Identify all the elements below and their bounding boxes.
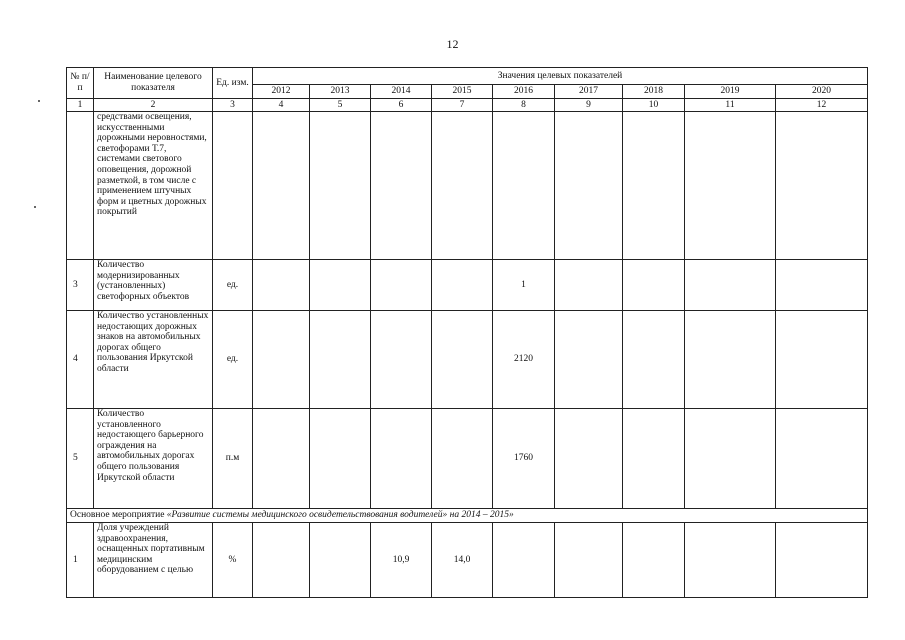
value-cell: 14,0 xyxy=(432,523,493,598)
value-cell xyxy=(776,523,868,598)
indicator-name: Доля учреждений здравоохранения, оснащенных портативным медицинским оборудованием с целью xyxy=(94,523,213,598)
header-name: Наименование целевого показателя xyxy=(94,68,213,99)
col-number: 9 xyxy=(555,99,623,112)
header-year: 2018 xyxy=(623,85,685,99)
value-cell xyxy=(310,409,371,509)
indicator-unit: % xyxy=(213,523,253,598)
value-cell xyxy=(555,409,623,509)
section-heading xyxy=(67,509,868,523)
value-cell xyxy=(253,112,310,260)
indicator-name: Количество установленного недостающего барьерного ограждения на автомобильных дорогах общего пользования Иркутской области xyxy=(94,409,213,509)
target-indicators-table xyxy=(66,67,868,598)
col-number: 2 xyxy=(94,99,213,112)
table-row xyxy=(67,311,868,409)
header-year: 2019 xyxy=(685,85,776,99)
table-row xyxy=(67,112,868,260)
col-number: 6 xyxy=(371,99,432,112)
col-number: 5 xyxy=(310,99,371,112)
indicator-name: Количество модернизированных (установленных) светофорных объектов xyxy=(94,260,213,311)
header-row xyxy=(67,68,868,85)
indicator-unit xyxy=(213,112,253,260)
row-number xyxy=(67,112,94,260)
value-cell xyxy=(253,409,310,509)
header-values-group: Значения целевых показателей xyxy=(253,68,868,85)
header-year: 2017 xyxy=(555,85,623,99)
value-cell xyxy=(776,260,868,311)
value-cell xyxy=(685,260,776,311)
column-numbers-row xyxy=(67,99,868,112)
section-row xyxy=(67,509,868,523)
row-number: 5 xyxy=(67,409,94,509)
value-cell xyxy=(432,311,493,409)
table-row xyxy=(67,523,868,598)
scan-speck xyxy=(34,206,36,208)
indicator-unit: ед. xyxy=(213,311,253,409)
row-number: 4 xyxy=(67,311,94,409)
value-cell xyxy=(685,112,776,260)
value-cell: 1760 xyxy=(493,409,555,509)
col-number: 7 xyxy=(432,99,493,112)
indicator-name: средствами освещения, искусственными дорожными неровностями, светофорами Т.7, системами светового оповещения, дорожной разметкой, в том числе с применением штучных форм и цветных дорожных покрытий xyxy=(94,112,213,260)
col-number: 12 xyxy=(776,99,868,112)
scan-speck xyxy=(38,100,40,102)
table-row xyxy=(67,260,868,311)
section-prefix: Основное мероприятие xyxy=(70,510,167,521)
page-number: 12 xyxy=(446,37,459,51)
value-cell xyxy=(623,112,685,260)
value-cell xyxy=(555,311,623,409)
indicator-name: Количество установленных недостающих дорожных знаков на автомобильных дорогах общего пользования Иркутской области xyxy=(94,311,213,409)
value-cell: 1 xyxy=(493,260,555,311)
col-number: 1 xyxy=(67,99,94,112)
value-cell xyxy=(776,409,868,509)
value-cell xyxy=(432,260,493,311)
value-cell xyxy=(253,523,310,598)
header-year: 2016 xyxy=(493,85,555,99)
col-number: 4 xyxy=(253,99,310,112)
value-cell xyxy=(623,260,685,311)
indicator-unit: ед. xyxy=(213,260,253,311)
value-cell xyxy=(623,523,685,598)
indicator-unit: п.м xyxy=(213,409,253,509)
value-cell xyxy=(685,311,776,409)
header-unit: Ед. изм. xyxy=(213,68,253,99)
header-year: 2012 xyxy=(253,85,310,99)
header-no: № п/п xyxy=(67,68,94,99)
value-cell: 2120 xyxy=(493,311,555,409)
value-cell xyxy=(555,260,623,311)
value-cell xyxy=(685,523,776,598)
value-cell xyxy=(253,311,310,409)
table-row xyxy=(67,409,868,509)
row-number: 1 xyxy=(67,523,94,598)
value-cell xyxy=(493,523,555,598)
col-number: 11 xyxy=(685,99,776,112)
value-cell xyxy=(555,523,623,598)
value-cell xyxy=(555,112,623,260)
value-cell xyxy=(310,311,371,409)
value-cell xyxy=(493,112,555,260)
col-number: 3 xyxy=(213,99,253,112)
value-cell xyxy=(776,112,868,260)
value-cell xyxy=(776,311,868,409)
value-cell xyxy=(253,260,310,311)
col-number: 8 xyxy=(493,99,555,112)
header-year: 2013 xyxy=(310,85,371,99)
value-cell xyxy=(310,112,371,260)
col-number: 10 xyxy=(623,99,685,112)
value-cell xyxy=(623,311,685,409)
value-cell xyxy=(371,260,432,311)
value-cell xyxy=(310,523,371,598)
value-cell: 10,9 xyxy=(371,523,432,598)
value-cell xyxy=(310,260,371,311)
value-cell xyxy=(371,112,432,260)
value-cell xyxy=(432,409,493,509)
header-year: 2015 xyxy=(432,85,493,99)
header-year: 2014 xyxy=(371,85,432,99)
value-cell xyxy=(685,409,776,509)
value-cell xyxy=(371,311,432,409)
row-number: 3 xyxy=(67,260,94,311)
header-year: 2020 xyxy=(776,85,868,99)
value-cell xyxy=(623,409,685,509)
section-title: «Развитие системы медицинского освидетельствования водителей» на 2014 – 2015» xyxy=(166,510,514,521)
value-cell xyxy=(432,112,493,260)
value-cell xyxy=(371,409,432,509)
